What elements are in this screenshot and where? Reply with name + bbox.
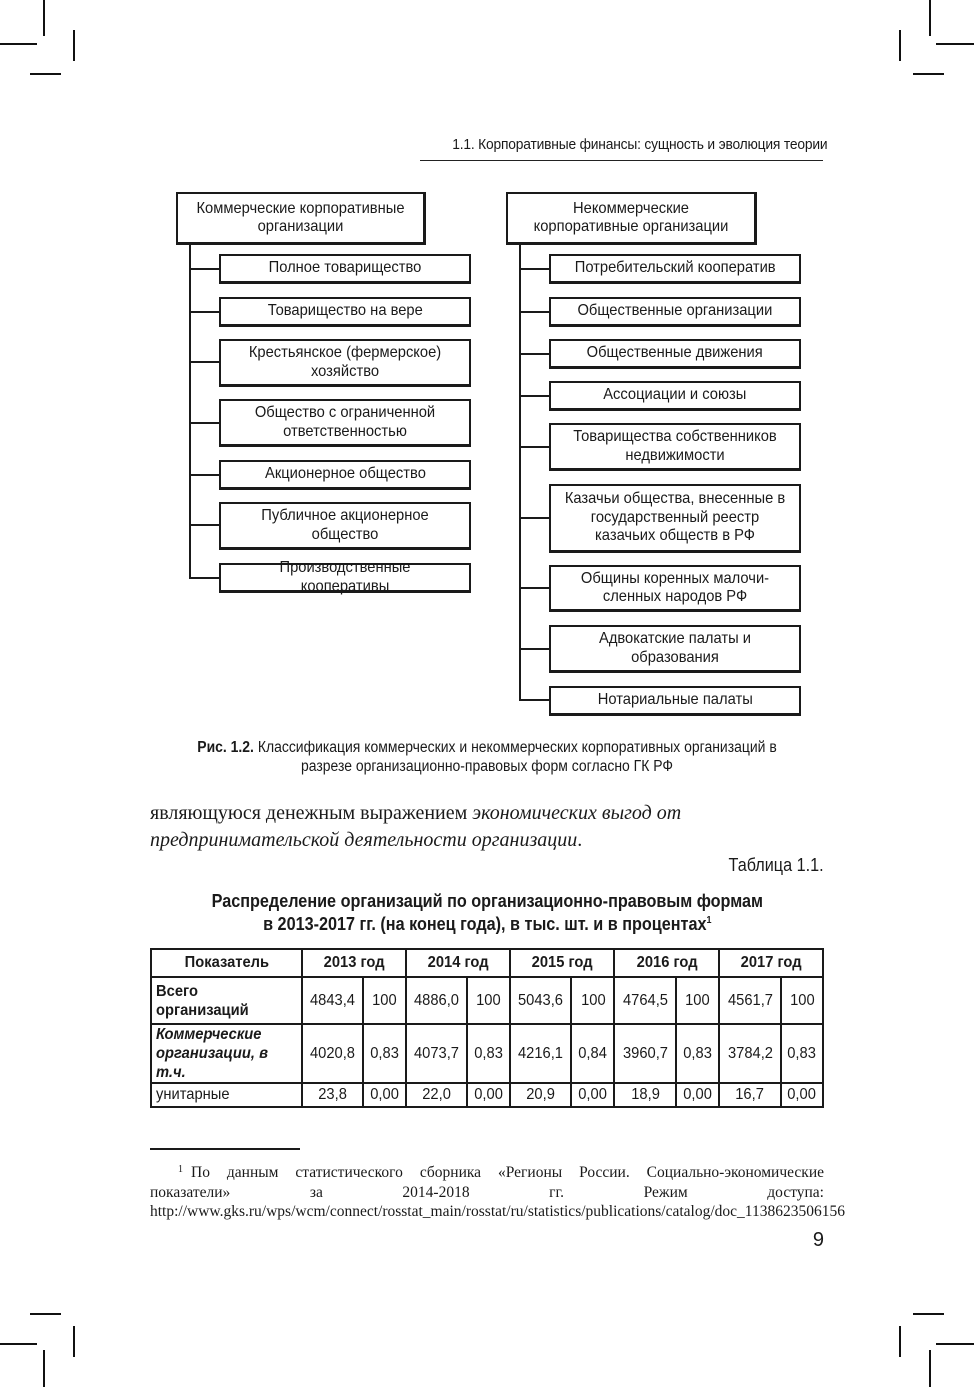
table-row (151, 977, 823, 1024)
commercial-item-box (219, 254, 471, 284)
noncommercial-item-label: Ассоциации и союзы (603, 386, 747, 404)
table-cell: 0,83 (363, 1024, 406, 1083)
connector (519, 587, 551, 589)
header-rule (420, 160, 823, 161)
connector (519, 395, 551, 397)
crop-mark (899, 1326, 901, 1357)
crop-mark (43, 0, 45, 36)
footnote-text: По данным статистического сборника «Регионы России. Социально-экономические показатели» за 2014-2018 гг. Режим доступа: http://www.gks.ru/wps/wcm/connect/rosstat_main/rosstat/ru/statistics/publications/catalog/doc_1138623506156 (150, 1164, 845, 1220)
noncommercial-item-label: Казачьи общества, внесенные в государственный реестр казачьих обществ в РФ (564, 490, 786, 545)
crop-mark (913, 1313, 944, 1315)
noncommercial-item-label: Товарищества собственников недвижимости (573, 428, 777, 464)
table-cell: 3784,2 (719, 1024, 781, 1083)
table-cell: 0,00 (676, 1083, 719, 1107)
table-title-line1: Распределение организаций по организационно-правовым формам (211, 891, 763, 911)
table-cell: 4216,1 (510, 1024, 572, 1083)
row-label: Всего организаций (151, 977, 302, 1024)
crop-mark (936, 1343, 974, 1345)
crop-mark (30, 73, 61, 75)
noncommercial-item-box (549, 423, 801, 471)
connector (189, 268, 221, 270)
noncommercial-item-label: Потребительский кооператив (574, 259, 776, 277)
footnote-rule (150, 1148, 300, 1150)
commercial-connector-trunk (189, 245, 191, 579)
table-cell: 0,00 (467, 1083, 510, 1107)
crop-mark (43, 1350, 45, 1387)
footnote (150, 1160, 845, 1222)
table-cell: 5043,6 (510, 977, 572, 1024)
noncommercial-item-box (549, 339, 801, 369)
crop-mark (899, 30, 901, 61)
figure-caption-label: Рис. 1.2. (197, 739, 254, 756)
connector (189, 422, 221, 424)
connector (519, 268, 551, 270)
noncommercial-item-label: Общественные организации (577, 302, 773, 320)
crop-mark (73, 1326, 75, 1357)
header-cell: 2013 год (302, 949, 406, 977)
table-cell: 100 (781, 977, 823, 1024)
noncommercial-item-label: Адвокатские палаты и образования (598, 630, 752, 666)
table-cell: 100 (363, 977, 406, 1024)
commercial-item-label: Общество с ограниченной ответственностью (254, 404, 436, 440)
noncommercial-item-box (549, 297, 801, 327)
header-cell: 2015 год (510, 949, 615, 977)
crop-mark (929, 1350, 931, 1387)
crop-mark (0, 43, 37, 45)
figure-caption (150, 738, 824, 776)
table-cell: 4764,5 (614, 977, 676, 1024)
crop-mark (0, 1343, 37, 1345)
table-cell: 3960,7 (614, 1024, 676, 1083)
row-label: унитарные (151, 1083, 302, 1107)
table-cell: 0,83 (467, 1024, 510, 1083)
noncommercial-item-box (549, 484, 801, 553)
connector (189, 577, 221, 579)
noncommercial-item-box (549, 625, 801, 673)
noncommercial-connector-trunk (519, 245, 521, 701)
header-cell: Показатель (151, 949, 302, 977)
noncommercial-item-box (549, 381, 801, 411)
commercial-root-box (176, 192, 426, 245)
footnote-mark: 1 (178, 1164, 183, 1175)
connector (519, 446, 551, 448)
header-cell: 2017 год (719, 949, 823, 977)
body-paragraph (150, 800, 824, 854)
table-cell: 0,00 (781, 1083, 823, 1107)
table-cell: 4073,7 (406, 1024, 467, 1083)
commercial-item-box (219, 460, 471, 490)
commercial-item-box (219, 339, 471, 387)
table-cell: 4843,4 (302, 977, 363, 1024)
crop-mark (913, 73, 944, 75)
commercial-item-label: Крестьянское (фермерское) хозяйство (248, 344, 442, 380)
commercial-item-box (219, 559, 471, 595)
table-cell: 0,00 (363, 1083, 406, 1107)
figure-caption-text: Классификация коммерческих и некоммерческих корпоративных организаций в разрезе организационно-правовых форм согласно ГК РФ (257, 739, 777, 775)
commercial-item-box (219, 399, 471, 447)
commercial-item-label: Публичное акционерное общество (261, 507, 429, 543)
table-header-row (151, 949, 823, 977)
connector (519, 699, 551, 701)
organizations-table (150, 948, 824, 1108)
noncommercial-item-box (549, 254, 801, 284)
connector (519, 648, 551, 650)
connector (189, 361, 221, 363)
connector (189, 311, 221, 313)
table-cell: 4561,7 (719, 977, 781, 1024)
table-cell: 100 (467, 977, 510, 1024)
noncommercial-item-box (549, 686, 801, 716)
connector (189, 524, 221, 526)
page-number: 9 (812, 1229, 824, 1251)
noncommercial-root-label: Некоммерческие корпоративные организации (533, 199, 729, 235)
header-cell: 2016 год (614, 949, 719, 977)
body-end-punct: . (577, 829, 583, 851)
table-label-text: Таблица 1.1. (728, 855, 824, 875)
table-title-line2: в 2013-2017 гг. (на конец года), в тыс. шт. и в процентах (262, 914, 707, 934)
commercial-item-label: Полное товарищество (268, 259, 422, 277)
table-cell: 16,7 (719, 1083, 781, 1107)
table-cell: 0,83 (781, 1024, 823, 1083)
table-cell: 100 (571, 977, 614, 1024)
noncommercial-item-label: Общины коренных малочи-сленных народов РФ (580, 569, 770, 605)
noncommercial-root-box (506, 192, 757, 245)
header-cell: 2014 год (406, 949, 510, 977)
crop-mark (936, 43, 974, 45)
noncommercial-item-box (549, 565, 801, 612)
running-header: 1.1. Корпоративные финансы: сущность и эволюция теории (452, 136, 828, 153)
table-cell: 4886,0 (406, 977, 467, 1024)
table-cell: 100 (676, 977, 719, 1024)
footnote-ref: 1 (706, 915, 712, 926)
crop-mark (73, 30, 75, 61)
crop-mark (30, 1313, 61, 1315)
table-label (650, 855, 824, 876)
connector (519, 517, 551, 519)
commercial-item-box (219, 502, 471, 550)
commercial-root-label: Коммерческие корпоративные организации (196, 199, 405, 235)
commercial-item-label: Производственные кооперативы (279, 559, 411, 595)
commercial-item-label: Товарищество на вере (267, 302, 423, 320)
table-row (151, 1083, 823, 1107)
table-title (150, 892, 824, 934)
noncommercial-item-label: Нотариальные палаты (597, 691, 753, 709)
table-cell: 0,84 (571, 1024, 614, 1083)
table-cell: 18,9 (614, 1083, 676, 1107)
connector (519, 311, 551, 313)
table-cell: 23,8 (302, 1083, 363, 1107)
table-cell: 22,0 (406, 1083, 467, 1107)
noncommercial-item-label: Общественные движения (586, 344, 764, 362)
commercial-item-box (219, 297, 471, 327)
table-cell: 0,00 (571, 1083, 614, 1107)
table-cell: 20,9 (510, 1083, 572, 1107)
connector (189, 474, 221, 476)
body-italic-text: экономических выгод от предпринимательской деятельности организации (150, 802, 682, 851)
commercial-item-label: Акционерное общество (264, 465, 426, 483)
row-label: Коммерческие организации, в т.ч. (151, 1024, 302, 1083)
body-plain-text: являющуюся денежным выражением (150, 802, 473, 824)
table-cell: 4020,8 (302, 1024, 363, 1083)
table-cell: 0,83 (676, 1024, 719, 1083)
table-row (151, 1024, 823, 1083)
crop-mark (929, 0, 931, 36)
connector (519, 353, 551, 355)
